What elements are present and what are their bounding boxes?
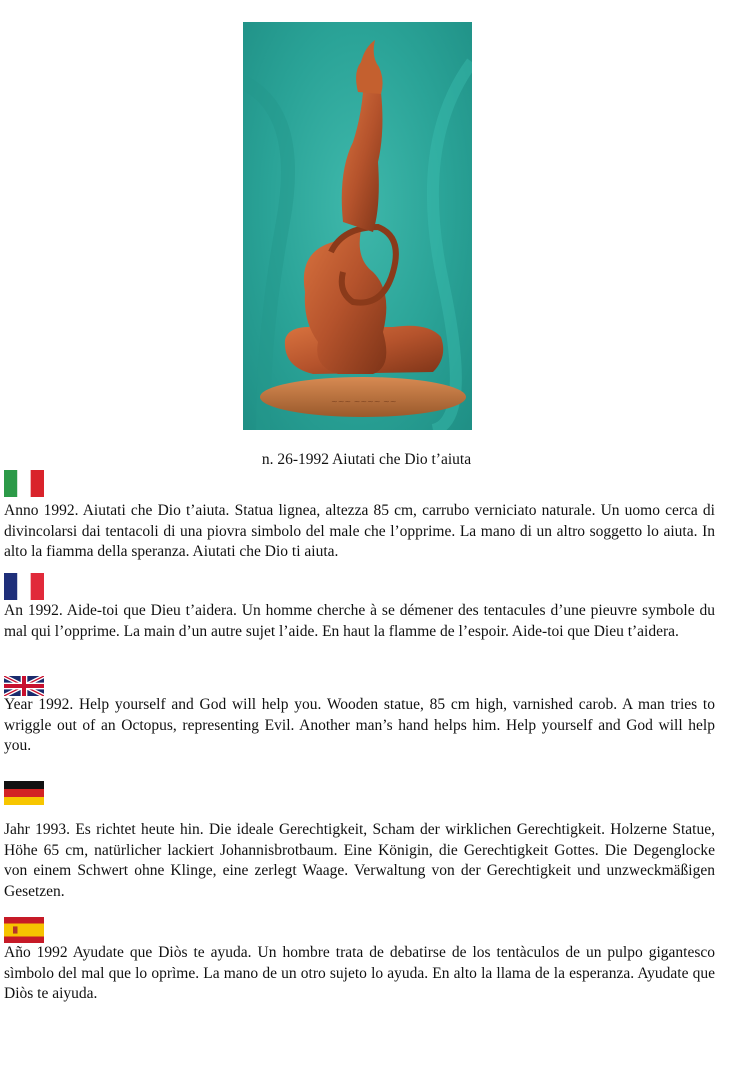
italy-flag-icon	[4, 470, 44, 497]
svg-text:~~~ ~~~~ ~~: ~~~ ~~~~ ~~	[331, 397, 397, 406]
carved-wooden-statue-image	[243, 22, 472, 430]
description-german: Jahr 1993. Es richtet heute hin. Die ideale Gerechtigkeit, Scham der wirklichen Gerechtigkeit. Holzerne Statue, Höhe 65 cm, natürlicher lackiert Johannisbrotbaum. Eine Königin, die Gerechtigkeit Gottes. Die Degenglocke von einem Schwert ohne Klinge, eine zerlegt Waage. Verwaltung von der Gerechtigkeit und unzweckmäßigen Gesetzen.	[4, 821, 715, 900]
description-english: Year 1992. Help yourself and God will help you. Wooden statue, 85 cm high, varnished carob. A man tries to wriggle out of an Octopus, representing Evil. Another man’s hand helps him. Help yourself and God will help you.	[4, 696, 715, 754]
description-italian: Anno 1992. Aiutati che Dio t’aiuta. Statua lignea, altezza 85 cm, carrubo verniciato naturale. Un uomo cerca di divincolarsi dai tentacoli di una piovra simbolo del male che l’opprime. La mano di un altro soggetto lo aiuta. In alto la fiamma della speranza. Aiutati che Dio ti aiuta.	[4, 502, 715, 560]
uk-flag-icon	[4, 676, 44, 696]
france-flag-icon	[4, 573, 44, 600]
sculpture-photo	[243, 22, 472, 430]
description-french: An 1992. Aide-toi que Dieu t’aidera. Un homme cherche à se démener des tentacules d’une pieuvre symbole du mal qui l’opprime. La main d’un autre sujet l’aide. En haut la flamme de l’espoir. Aide-toi que Dieu t’aidera.	[4, 602, 715, 640]
spain-flag-icon	[4, 917, 44, 943]
description-spanish: Año 1992 Ayudate que Diòs te ayuda. Un hombre trata de debatirse de los tentàculos de un pulpo gigantesco sìmbolo del mal que lo oprìme. La mano de un otro sujeto lo ayuda. En alto la llama de la esperanza. Ayudate que Diòs te aiyuda.	[4, 944, 715, 1002]
germany-flag-icon	[4, 781, 44, 805]
photo-caption: n. 26-1992 Aiutati che Dio t’aiuta	[261, 451, 472, 468]
